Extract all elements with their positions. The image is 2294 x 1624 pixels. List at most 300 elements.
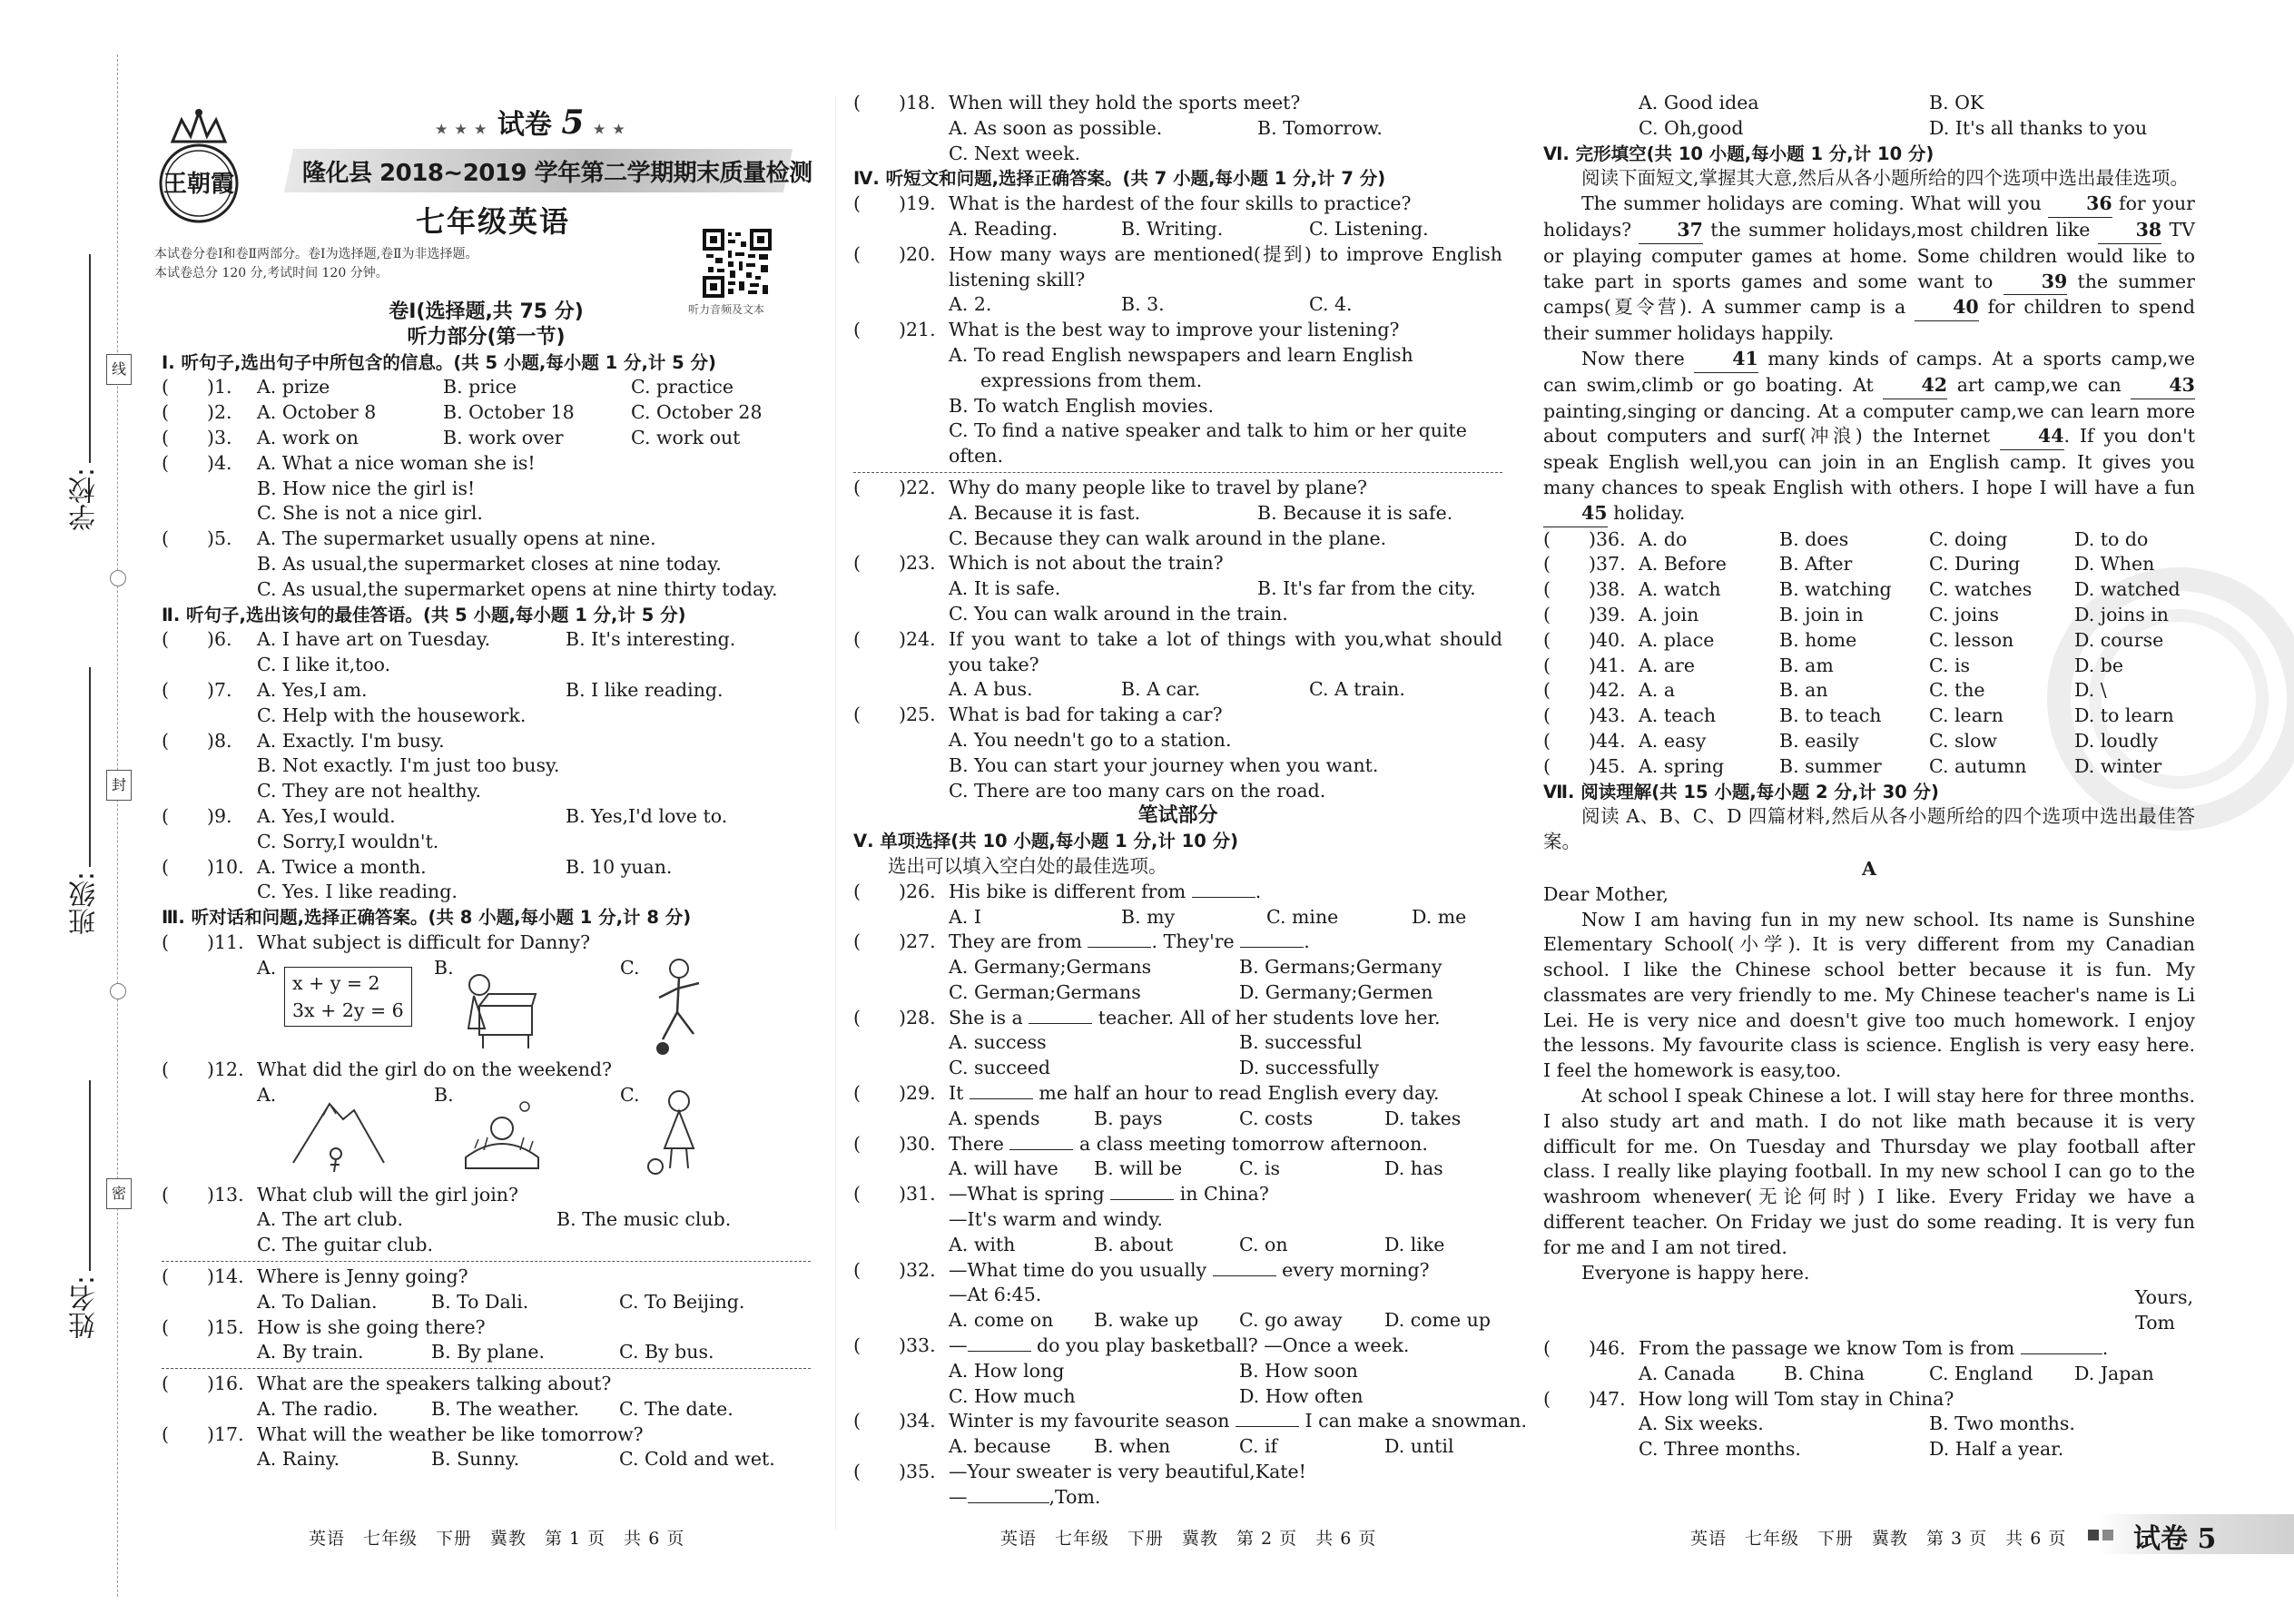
question-10 bbox=[162, 855, 811, 881]
answer-blank[interactable] bbox=[1213, 1275, 1276, 1276]
answer-blank[interactable] bbox=[2021, 1353, 2102, 1354]
school-fill-line bbox=[89, 254, 91, 463]
option: B. will be bbox=[1094, 1157, 1183, 1180]
option: C. on bbox=[1239, 1233, 1288, 1255]
section-heading: Ⅰ. 听句子,选出句子中所包含的信息。(共 5 小题,每小题 1 分,计 5 分) bbox=[162, 351, 716, 373]
question-44 bbox=[1543, 729, 2195, 754]
answer-bracket[interactable]: ( bbox=[1543, 654, 1551, 676]
question-stem: What club will the girl join? bbox=[257, 1183, 518, 1206]
answer-bracket[interactable]: ( bbox=[853, 92, 861, 113]
option: B. To Dali. bbox=[431, 1290, 529, 1313]
question-number: )38. bbox=[1589, 578, 1626, 601]
question-7 bbox=[162, 678, 811, 704]
cloze-blank[interactable]: 37 bbox=[1639, 218, 1703, 244]
option: D. winter bbox=[2074, 754, 2162, 777]
answer-bracket[interactable]: ( bbox=[1543, 679, 1551, 702]
name-fill-line bbox=[89, 1080, 91, 1271]
answer-bracket[interactable]: ( bbox=[853, 1410, 861, 1432]
option: A. Twice a month. bbox=[257, 855, 427, 878]
option: B. when bbox=[1094, 1435, 1171, 1458]
option: B. join in bbox=[1779, 603, 1864, 625]
answer-bracket[interactable]: ( bbox=[853, 880, 861, 902]
option: C. You can walk around in the train. bbox=[949, 602, 1288, 625]
section-intro: 选出可以填入空白处的最佳选项。 bbox=[888, 854, 1167, 877]
stem-text: every morning? bbox=[1282, 1258, 1430, 1281]
answer-bracket[interactable]: ( bbox=[1543, 527, 1551, 550]
question-number: )9. bbox=[207, 804, 232, 827]
cloze-blank[interactable]: 45 bbox=[1543, 501, 1608, 527]
answer-bracket[interactable]: ( bbox=[1543, 628, 1551, 651]
option: A. are bbox=[1639, 654, 1695, 676]
question-3 bbox=[162, 426, 811, 451]
question-number: )7. bbox=[207, 678, 232, 701]
answer-blank[interactable] bbox=[1009, 1149, 1073, 1150]
option: A. spends bbox=[949, 1107, 1040, 1129]
notice-line: 本试卷总分 120 分,考试时间 120 分钟。 bbox=[154, 266, 389, 281]
option bbox=[853, 343, 1502, 394]
option: B. The weather. bbox=[431, 1397, 580, 1420]
option: A. easy bbox=[1639, 729, 1707, 752]
logo-text: 王朝霞 bbox=[162, 171, 234, 198]
binding-hole bbox=[110, 983, 126, 999]
answer-blank[interactable] bbox=[1110, 1199, 1174, 1200]
cloze-blank[interactable]: 41 bbox=[1694, 347, 1758, 373]
option: C. To Beijing. bbox=[619, 1290, 745, 1313]
q33-options bbox=[853, 1384, 1502, 1410]
question-35 bbox=[853, 1460, 1502, 1485]
class-fill-line bbox=[89, 667, 91, 867]
question-number: )3. bbox=[207, 426, 232, 448]
option-label: C. bbox=[620, 1083, 640, 1106]
answer-bracket[interactable]: ( bbox=[162, 1265, 169, 1287]
question-stem: If you want to take a lot of things with you,what should you take? bbox=[949, 627, 1502, 675]
answer-bracket[interactable]: ( bbox=[1543, 754, 1551, 777]
option: A. Germany;Germans bbox=[949, 956, 1152, 979]
q11-pictures bbox=[162, 956, 811, 1058]
option: C. Cold and wet. bbox=[619, 1448, 775, 1471]
answer-bracket[interactable]: ( bbox=[162, 376, 169, 399]
girl-with-ball-icon bbox=[643, 1087, 715, 1177]
stem-text: teacher. All of her students love her. bbox=[1098, 1006, 1441, 1029]
question-46 bbox=[1543, 1336, 2195, 1362]
question-1 bbox=[162, 375, 811, 400]
option: C. succeed bbox=[949, 1057, 1051, 1079]
option: A. The radio. bbox=[257, 1397, 379, 1420]
cloze-blank[interactable]: 39 bbox=[2004, 270, 2068, 296]
answer-blank[interactable] bbox=[968, 1502, 1049, 1503]
question-18 bbox=[853, 91, 1502, 116]
option: B. How soon bbox=[1239, 1359, 1358, 1382]
question-number: )5. bbox=[207, 527, 232, 550]
question-stem bbox=[949, 1006, 1441, 1031]
column-3 bbox=[1543, 91, 2195, 1462]
option: A. By train. bbox=[257, 1341, 364, 1363]
question-6 bbox=[162, 627, 811, 653]
option: B. work over bbox=[443, 426, 564, 448]
question-number: )22. bbox=[899, 476, 936, 498]
answer-bracket[interactable]: ( bbox=[853, 1461, 861, 1483]
option-label: C. bbox=[620, 956, 640, 979]
subject-title: 七年级英语 bbox=[416, 204, 571, 239]
question-number: )44. bbox=[1589, 729, 1626, 752]
option: C. practice bbox=[631, 376, 734, 399]
dashed-separator bbox=[162, 1261, 811, 1262]
question-40 bbox=[1543, 628, 2195, 654]
option: C. doing bbox=[1929, 527, 2008, 550]
option: C. By bus. bbox=[619, 1341, 714, 1363]
class-label: 班级: bbox=[69, 871, 101, 936]
option: B. The music club. bbox=[556, 1208, 732, 1231]
option: B. 3. bbox=[1121, 293, 1165, 316]
option: C. lesson bbox=[1929, 628, 2014, 651]
qr-code[interactable] bbox=[703, 229, 772, 298]
page-footer: 英语 七年级 下册 冀教 第 2 页 共 6 页 bbox=[1000, 1529, 1377, 1549]
answer-bracket[interactable]: ( bbox=[1543, 578, 1551, 601]
option: B. Two months. bbox=[1929, 1412, 2075, 1435]
option: C. Next week. bbox=[949, 142, 1081, 164]
option: D. like bbox=[1384, 1233, 1445, 1255]
exam-notice bbox=[154, 245, 478, 283]
question-number: )29. bbox=[899, 1082, 936, 1105]
option: C. if bbox=[1239, 1435, 1278, 1458]
answer-bracket[interactable]: ( bbox=[1543, 1387, 1551, 1410]
question-number: )28. bbox=[899, 1006, 936, 1029]
option: C. Listening. bbox=[1309, 217, 1429, 240]
question-number: )4. bbox=[207, 451, 232, 474]
question-37 bbox=[1543, 552, 2195, 577]
answer-bracket[interactable]: ( bbox=[1543, 729, 1551, 752]
option: A. I have art on Tuesday. bbox=[257, 628, 491, 651]
cloze-blank[interactable]: 42 bbox=[1883, 373, 1947, 399]
question-number: )39. bbox=[1589, 603, 1626, 625]
option: B. Because it is safe. bbox=[1257, 501, 1453, 524]
option: B. summer bbox=[1779, 754, 1882, 777]
question-number: )1. bbox=[207, 376, 232, 399]
option: A. Yes,I am. bbox=[257, 678, 368, 701]
option: C. Because they can walk around in the plane. bbox=[949, 527, 1387, 549]
answer-bracket[interactable]: ( bbox=[162, 628, 169, 651]
stem-text: —What is spring bbox=[949, 1183, 1105, 1206]
answer-bracket[interactable]: ( bbox=[853, 552, 861, 575]
answer-bracket[interactable]: ( bbox=[162, 855, 169, 878]
cloze-blank[interactable]: 36 bbox=[2048, 192, 2112, 218]
option: A. teach bbox=[1639, 704, 1717, 727]
answer-bracket[interactable]: ( bbox=[162, 1422, 169, 1445]
stem-text: in China? bbox=[1179, 1183, 1269, 1206]
option: B. does bbox=[1779, 527, 1849, 550]
option: C. joins bbox=[1929, 603, 1999, 625]
question-stem bbox=[949, 1409, 1527, 1434]
decorative-square bbox=[2088, 1530, 2099, 1540]
text: for children to spend their summer holidays happily. bbox=[1543, 296, 2195, 345]
option: A. a bbox=[1639, 679, 1676, 702]
text: Now there bbox=[1581, 347, 1685, 369]
option: C. The date. bbox=[619, 1397, 733, 1420]
question-stem: —Your sweater is very beautiful,Kate! bbox=[949, 1461, 1306, 1483]
option: A. The art club. bbox=[257, 1208, 404, 1231]
option: C. Sorry,I wouldn't. bbox=[257, 830, 439, 852]
seal-mark: 线 bbox=[106, 354, 132, 385]
option: B. A car. bbox=[1121, 678, 1201, 701]
cloze-questions bbox=[1543, 527, 2195, 780]
page-footer: 英语 七年级 下册 冀教 第 3 页 共 6 页 bbox=[1690, 1529, 2067, 1549]
equation: x + y = 2 bbox=[292, 971, 380, 994]
page-footer: 英语 七年级 下册 冀教 第 1 页 共 6 页 bbox=[309, 1529, 685, 1549]
question-stem: What subject is difficult for Danny? bbox=[257, 930, 591, 953]
answer-bracket[interactable]: ( bbox=[853, 1132, 861, 1155]
option: B. After bbox=[1779, 553, 1853, 576]
question-number: )16. bbox=[207, 1373, 244, 1395]
answer-bracket[interactable]: ( bbox=[853, 1183, 861, 1206]
answer-blank[interactable] bbox=[1029, 1023, 1092, 1024]
question-47 bbox=[1543, 1387, 2195, 1412]
section-heading: Ⅳ. 听短文和问题,选择正确答案。(共 7 小题,每小题 1 分,计 7 分) bbox=[853, 168, 1386, 190]
question-8 bbox=[162, 729, 811, 754]
q22-options bbox=[853, 501, 1502, 527]
answer-bracket[interactable]: ( bbox=[1543, 704, 1551, 727]
question-number: )13. bbox=[207, 1183, 244, 1206]
option: C. watches bbox=[1929, 578, 2033, 601]
question-stem bbox=[949, 880, 1261, 905]
option: A. because bbox=[949, 1435, 1051, 1458]
series-label bbox=[436, 102, 626, 142]
q27-options bbox=[853, 955, 1502, 980]
letter-paragraph: Everyone is happy here. bbox=[1581, 1261, 1810, 1284]
option: D. Japan bbox=[2074, 1362, 2154, 1384]
answer-blank[interactable] bbox=[1236, 1426, 1299, 1427]
option: A. Exactly. I'm busy. bbox=[257, 729, 445, 752]
answer-bracket[interactable]: ( bbox=[162, 804, 169, 827]
option: D. course bbox=[2074, 628, 2164, 651]
answer-bracket[interactable]: ( bbox=[1543, 603, 1551, 625]
answer-bracket[interactable]: ( bbox=[162, 451, 169, 474]
answer-bracket[interactable]: ( bbox=[853, 704, 861, 726]
stem-text: It bbox=[949, 1082, 964, 1105]
option: A. The supermarket usually opens at nine. bbox=[257, 527, 656, 550]
option: B. It's far from the city. bbox=[1257, 577, 1476, 600]
question-stem: Which is not about the train? bbox=[949, 552, 1224, 575]
cloze-blank[interactable]: 40 bbox=[1915, 295, 1979, 321]
answer-bracket[interactable]: ( bbox=[853, 627, 861, 650]
answer-bracket[interactable]: ( bbox=[162, 1373, 169, 1395]
option: A. Before bbox=[1639, 553, 1727, 576]
question-16 bbox=[162, 1372, 811, 1397]
answer-bracket[interactable]: ( bbox=[853, 1258, 861, 1281]
series-text: 试卷 bbox=[497, 109, 552, 141]
letter-paragraph: At school I speak Chinese a lot. I will stay here for three months. I also study art and math. I do not like math because it is very difficult for me. On Tuesday and Thursday we play football after class. I really like playing football. In my new school I can go to the washroom whenever(无论何时) I like. Every Friday we have a different teacher. On Friday we just do some reading. It is very fun for me and I am not tired. bbox=[1543, 1085, 2195, 1258]
question-14 bbox=[162, 1265, 811, 1290]
q34-options bbox=[853, 1434, 1502, 1460]
option: A. A bus. bbox=[949, 678, 1033, 701]
answer-blank[interactable] bbox=[1240, 947, 1304, 948]
stem-text: They are from bbox=[949, 930, 1082, 953]
option: B. You can start your journey when you want. bbox=[949, 753, 1379, 776]
option: D. \ bbox=[2074, 679, 2107, 702]
answer-bracket[interactable]: ( bbox=[853, 242, 861, 265]
answer-blank[interactable] bbox=[970, 1098, 1033, 1099]
option: C. October 28 bbox=[631, 401, 763, 424]
question-25 bbox=[853, 703, 1502, 728]
answer-bracket[interactable]: ( bbox=[162, 401, 169, 424]
question-5 bbox=[162, 527, 811, 552]
q27-options bbox=[853, 980, 1502, 1006]
option: C. Help with the housework. bbox=[257, 704, 527, 726]
option: B. am bbox=[1779, 654, 1834, 676]
option: A. How long bbox=[949, 1359, 1065, 1382]
option: A. Yes,I would. bbox=[257, 804, 396, 827]
question-32 bbox=[853, 1258, 1502, 1284]
question-number: )10. bbox=[207, 855, 244, 878]
answer-bracket[interactable]: ( bbox=[162, 527, 169, 550]
question-number: )41. bbox=[1589, 654, 1626, 676]
stem-text: . bbox=[2102, 1337, 2109, 1360]
option: B. easily bbox=[1779, 729, 1859, 752]
option: A. prize bbox=[257, 376, 330, 399]
option: D. be bbox=[2074, 654, 2123, 676]
answer-bracket[interactable]: ( bbox=[853, 319, 861, 341]
decorative-square bbox=[2102, 1530, 2113, 1540]
option: A. Canada bbox=[1639, 1362, 1736, 1384]
question-20 bbox=[853, 242, 1502, 293]
option: C. To find a native speaker and talk to him or her quite often. bbox=[949, 419, 1467, 468]
option: C. Oh,good bbox=[1639, 116, 1744, 139]
question-number: )21. bbox=[899, 319, 936, 341]
question-24 bbox=[853, 627, 1502, 678]
answer-bracket[interactable]: ( bbox=[162, 729, 169, 752]
answer-blank[interactable] bbox=[1088, 947, 1151, 948]
answer-bracket[interactable]: ( bbox=[853, 476, 861, 498]
question-30 bbox=[853, 1132, 1502, 1157]
question-number: )18. bbox=[899, 92, 936, 113]
question-21 bbox=[853, 318, 1502, 343]
letter-closing: Yours, bbox=[2134, 1286, 2193, 1309]
cloze-blank[interactable]: 44 bbox=[2000, 424, 2064, 450]
option: C. the bbox=[1929, 679, 1985, 702]
answer-bracket[interactable]: ( bbox=[162, 426, 169, 448]
option-label: B. bbox=[434, 956, 454, 979]
stem-text: —What time do you usually bbox=[949, 1258, 1207, 1281]
section-heading: Ⅱ. 听句子,选出该句的最佳答语。(共 5 小题,每小题 1 分,计 5 分) bbox=[162, 604, 686, 625]
stem-text: me half an hour to read English every day. bbox=[1039, 1082, 1440, 1105]
question-26 bbox=[853, 880, 1502, 905]
question-stem: What is the best way to improve your listening? bbox=[949, 319, 1400, 341]
text: the summer camps(夏令营). A summer camp is a bbox=[1543, 270, 2195, 319]
question-42 bbox=[1543, 678, 2195, 704]
option: B. home bbox=[1779, 628, 1857, 651]
dialogue-line: —It's warm and windy. bbox=[949, 1208, 1163, 1231]
answer-bracket[interactable]: ( bbox=[853, 930, 861, 953]
q17-options bbox=[162, 1447, 811, 1472]
passage-title: A bbox=[1862, 857, 1876, 880]
question-23 bbox=[853, 551, 1502, 576]
section-intro: 阅读 A、B、C、D 四篇材料,然后从各小题所给的四个选项中选出最佳答案。 bbox=[1543, 805, 2195, 853]
option: D. to do bbox=[2074, 527, 2149, 550]
question-number: )11. bbox=[207, 930, 244, 953]
question-stem bbox=[949, 1081, 1440, 1107]
option: C. is bbox=[1929, 654, 1971, 676]
question-number: )47. bbox=[1589, 1387, 1626, 1410]
part1-heading: 卷Ⅰ(选择题,共 75 分) bbox=[389, 300, 584, 323]
answer-bracket[interactable]: ( bbox=[853, 1006, 861, 1029]
option: C. 4. bbox=[1309, 293, 1353, 316]
option: A. It is safe. bbox=[949, 577, 1061, 600]
text: many kinds of camps. At a sports camp,we can swim,climb or go boating. At bbox=[1543, 347, 2195, 396]
question-stem: How long will Tom stay in China? bbox=[1639, 1387, 1954, 1410]
question-19 bbox=[853, 192, 1502, 217]
section-heading: Ⅵ. 完形填空(共 10 小题,每小题 1 分,计 10 分) bbox=[1543, 143, 1935, 164]
section-intro: 阅读下面短文,掌握其大意,然后从各小题所给的四个选项中选出最佳选项。 bbox=[1581, 167, 2190, 190]
q20-options bbox=[853, 292, 1502, 318]
cloze-blank[interactable]: 43 bbox=[2131, 373, 2195, 399]
text: TV or playing computer games at home. Some children would like to take part in sports games and some want to bbox=[1543, 218, 2195, 292]
answer-blank[interactable] bbox=[968, 1351, 1031, 1352]
option: B. Germans;Germany bbox=[1239, 956, 1442, 979]
q32-options bbox=[853, 1308, 1502, 1334]
q14-options bbox=[162, 1290, 811, 1315]
stem-text: — bbox=[949, 1485, 968, 1508]
answer-blank[interactable] bbox=[1192, 897, 1255, 898]
question-number: )15. bbox=[207, 1315, 244, 1338]
option: A. success bbox=[949, 1031, 1047, 1054]
q28-options bbox=[853, 1056, 1502, 1081]
option: A. What a nice woman she is! bbox=[257, 451, 536, 474]
option: A. Because it is fast. bbox=[949, 501, 1141, 524]
answer-bracket[interactable]: ( bbox=[162, 678, 169, 701]
question-number: )32. bbox=[899, 1258, 936, 1281]
option: D. has bbox=[1384, 1157, 1443, 1180]
answer-bracket[interactable]: ( bbox=[853, 192, 861, 215]
football-player-icon bbox=[643, 956, 715, 1058]
answer-bracket[interactable]: ( bbox=[853, 1082, 861, 1105]
option: C. She is not a nice girl. bbox=[257, 502, 483, 525]
q19-options bbox=[853, 217, 1502, 242]
option: A. will have bbox=[949, 1157, 1058, 1180]
question-number: )23. bbox=[899, 552, 936, 575]
question-number: )27. bbox=[899, 930, 936, 953]
option: A. come on bbox=[949, 1309, 1054, 1332]
option: D. loudly bbox=[2074, 729, 2159, 752]
answer-bracket[interactable]: ( bbox=[162, 930, 169, 953]
answer-bracket[interactable]: ( bbox=[162, 1058, 169, 1080]
question-number: )25. bbox=[899, 704, 936, 726]
section-heading: Ⅲ. 听对话和问题,选择正确答案。(共 8 小题,每小题 1 分,计 8 分) bbox=[162, 907, 692, 929]
question-2 bbox=[162, 400, 811, 426]
q46-options bbox=[1543, 1362, 2195, 1387]
decorative-stars: ★ ★ ★ bbox=[436, 123, 488, 137]
option-label: A. bbox=[257, 956, 277, 979]
question-stem: Where is Jenny going? bbox=[257, 1265, 468, 1287]
answer-bracket[interactable]: ( bbox=[1543, 553, 1551, 576]
dashed-separator bbox=[853, 472, 1502, 473]
option: C. Three months. bbox=[1639, 1438, 1801, 1461]
mountain-climbing-icon bbox=[289, 1090, 389, 1176]
answer-bracket[interactable]: ( bbox=[853, 1334, 861, 1357]
option: A. As soon as possible. bbox=[949, 116, 1163, 139]
cloze-blank[interactable]: 38 bbox=[2098, 218, 2162, 244]
decorative-stars: ★ ★ bbox=[593, 123, 626, 137]
question-stem bbox=[949, 1258, 1430, 1284]
answer-bracket[interactable]: ( bbox=[1543, 1337, 1551, 1360]
answer-bracket[interactable]: ( bbox=[162, 1183, 169, 1206]
option: B. successful bbox=[1239, 1031, 1363, 1054]
option: B. Writing. bbox=[1121, 217, 1224, 240]
text: painting,singing or dancing. At a computer camp,we can learn more about computers and surf(冲浪) the Internet bbox=[1543, 399, 2195, 448]
q33-options bbox=[853, 1359, 1502, 1384]
answer-bracket[interactable]: ( bbox=[162, 1315, 169, 1338]
option: B. to teach bbox=[1779, 704, 1882, 727]
question-36 bbox=[1543, 527, 2195, 553]
exam-title: 隆化县 2018~2019 学年第二学期期末质量检测 bbox=[302, 160, 812, 187]
